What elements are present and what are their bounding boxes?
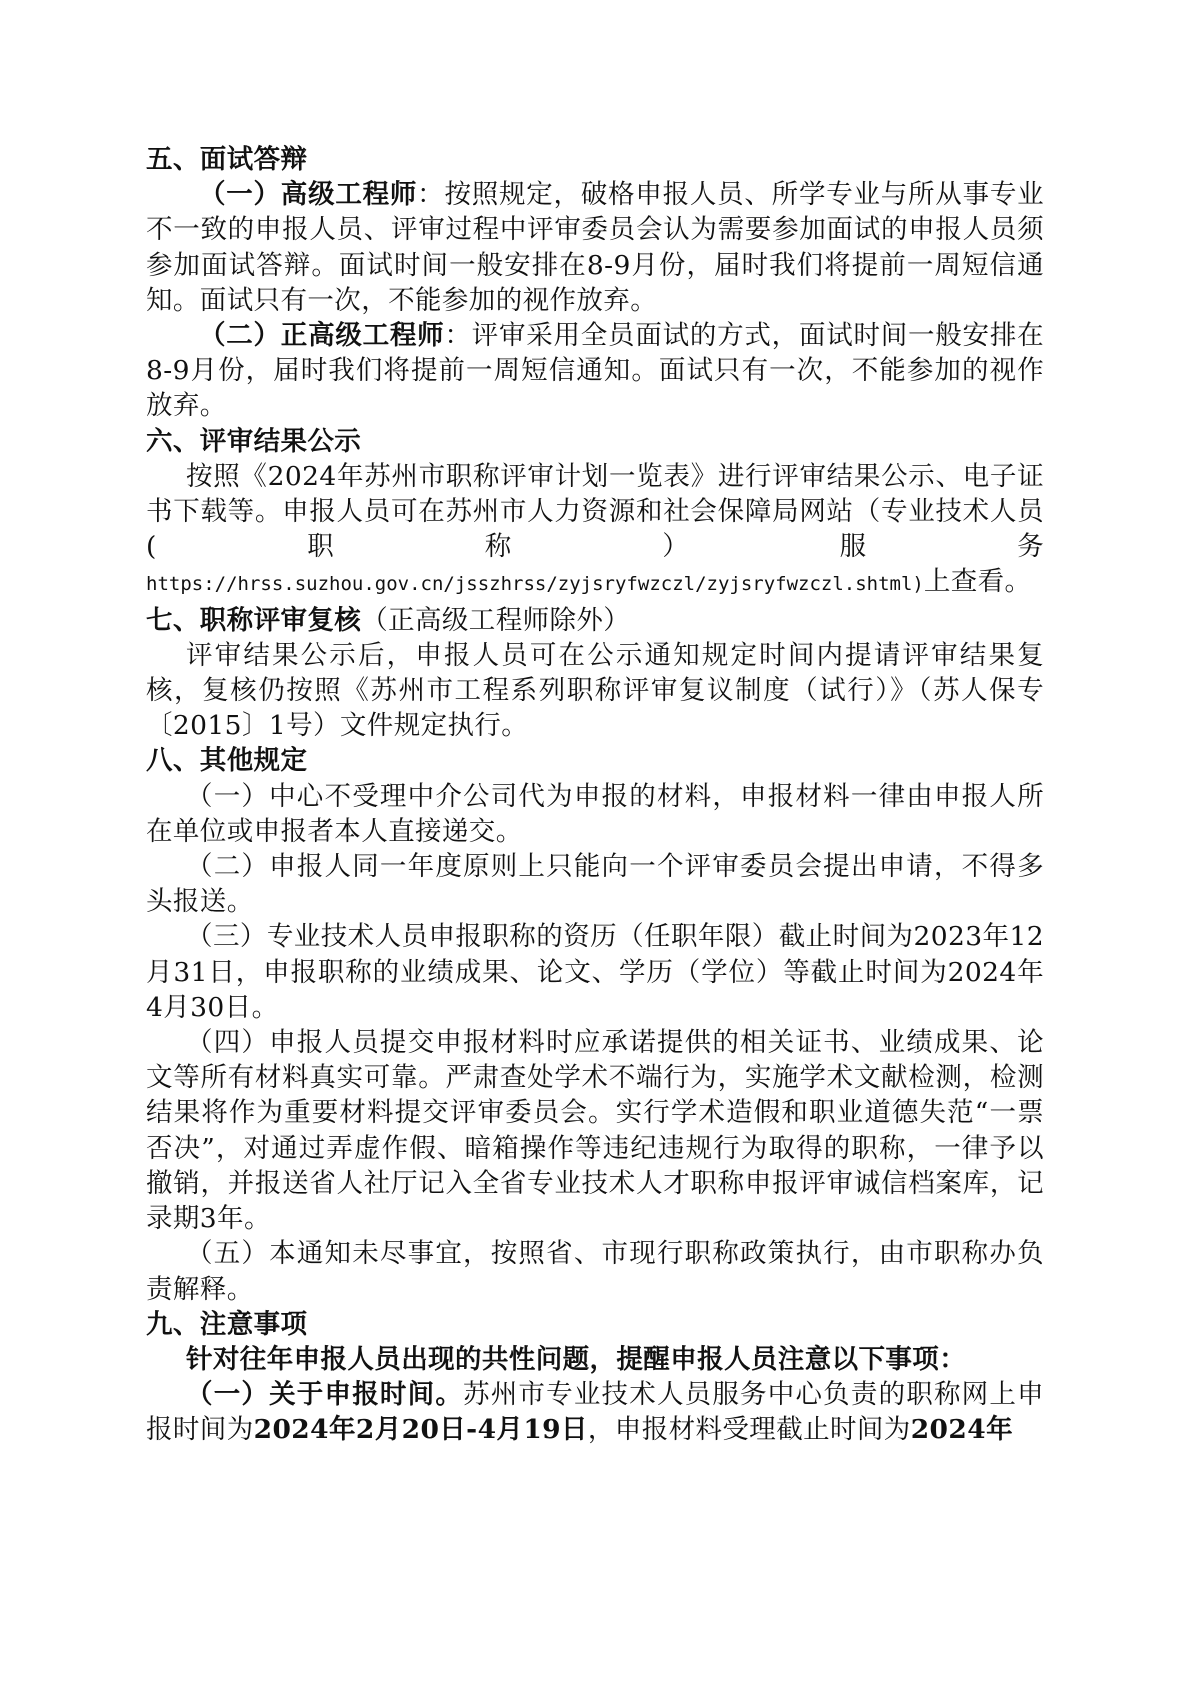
text-professor-engineer: ：评审采用全员面试的方式，面试时间一般安排在8-9月份，届时我们将提前一周短信通知。面试只有一次，不能参加的视作放弃。	[146, 320, 1044, 422]
paragraph-application-time	[146, 1377, 1044, 1447]
section-heading-interview: 五、面试答辩	[146, 144, 308, 175]
rule-item-4: （四）申报人员提交申报材料时应承诺提供的相关证书、业绩成果、论文等所有材料真实可靠。严肃查处学术不端行为，实施学术文献检测，检测结果将作为重要材料提交评审委员会。实行学术造假和职业道德失范“一票否决”，对通过弄虚作假、暗箱操作等违纪违规行为取得的职称，一律予以撤销，并报送省人社厅记入全省专业技术人才职称申报评审诚信档案库，记录期3年。	[146, 1027, 1044, 1235]
document-page	[146, 142, 1044, 1448]
paragraph-review: 评审结果公示后，申报人员可在公示通知规定时间内提请评审结果复核，复核仍按照《苏州市工程系列职称评审复议制度（试行）》（苏人保专〔2015〕1号）文件规定执行。	[146, 639, 1044, 742]
text-results-tail: 上查看。	[923, 566, 1032, 598]
label-professor-engineer: （二）正高级工程师	[199, 320, 445, 352]
text-senior-engineer: ：按照规定，破格申报人员、所学专业与所从事专业不一致的申报人员、评审过程中评审委员会认为需要参加面试的申报人员须参加面试答辩。面试时间一般安排在8-9月份，届时我们将提前一周短信通知。面试只有一次，不能参加的视作放弃。	[146, 179, 1045, 316]
text-results: 按照《2024年苏州市职称评审计划一览表》进行评审结果公示、电子证书下载等。申报人员可在苏州市人力资源和社会保障局网站（专业技术人员(职称）服务	[146, 460, 1044, 563]
heading-review-note: （正高级工程师除外）	[361, 604, 631, 636]
section-heading-notes: 九、注意事项	[146, 1308, 308, 1340]
section-heading-results: 六、评审结果公示	[146, 425, 362, 457]
section-heading-review	[146, 603, 1044, 638]
rule-item-3: （三）专业技术人员申报职称的资历（任职年限）截止时间为2023年12月31日，申报职称的业绩成果、论文、学历（学位）等截止时间为2024年4月30日。	[146, 921, 1044, 1023]
rule-item-2: （二）申报人同一年度原则上只能向一个评审委员会提出申请，不得多头报送。	[146, 851, 1044, 918]
label-senior-engineer: （一）高级工程师	[199, 179, 418, 211]
heading-review: 七、职称评审复核	[146, 604, 362, 636]
link-hrss-website[interactable]: https://hrss.suzhou.gov.cn/jsszhrss/zyjsryfwzczl/zyjsryfwzczl.shtml)	[146, 573, 924, 596]
paragraph-results	[146, 459, 1044, 603]
rule-item-1: （一）中心不受理中介公司代为申报的材料，申报材料一律由申报人所在单位或申报者本人直接递交。	[146, 780, 1044, 847]
text-application-time-a: 苏州市专业技术人员服务中心负责的职称网上申报时间为	[146, 1379, 1044, 1446]
paragraph-professor-engineer-interview	[146, 318, 1044, 424]
text-application-time-b: ，申报材料受理截止时间为	[587, 1414, 911, 1446]
rule-item-5: （五）本通知未尽事宜，按照省、市现行职称政策执行，由市职称办负责解释。	[146, 1238, 1044, 1305]
date-deadline: 2024年	[910, 1414, 1013, 1446]
section-heading-other-rules: 八、其他规定	[146, 745, 308, 777]
notes-intro: 针对往年申报人员出现的共性问题，提醒申报人员注意以下事项：	[186, 1343, 967, 1375]
label-application-time: （一）关于申报时间。	[186, 1379, 464, 1411]
paragraph-senior-engineer-interview	[146, 177, 1044, 318]
date-application-period: 2024年2月20日-4月19日	[253, 1414, 588, 1446]
